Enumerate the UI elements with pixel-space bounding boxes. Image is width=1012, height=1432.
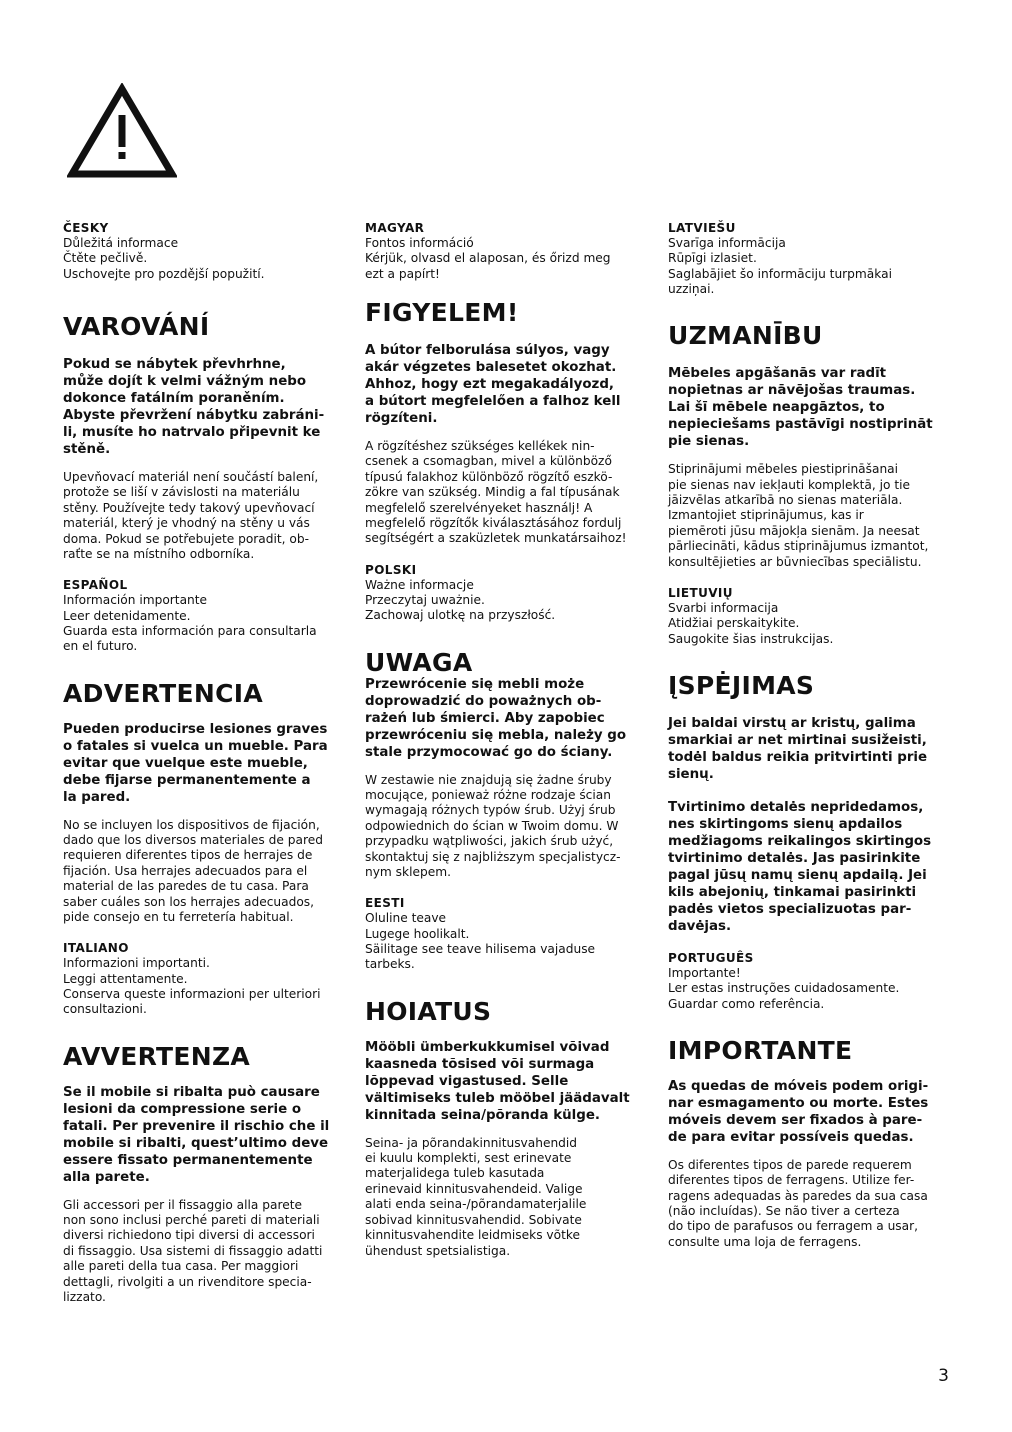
- text-line: stěně.: [63, 441, 111, 457]
- info-block: [63, 236, 351, 282]
- text-line: di fissaggio. Usa sistemi di fissaggio adatti: [63, 1243, 323, 1258]
- text-line: przewróceniu się mebla, należy go: [365, 727, 627, 743]
- info-line: tarbeks.: [365, 957, 415, 972]
- text-line: akár végzetes balesetet okozhat.: [365, 359, 617, 375]
- warning-text: [365, 1039, 653, 1124]
- info-line: Informazioni importanti.: [63, 956, 210, 971]
- warning-heading: AVVERTENZA: [63, 1041, 251, 1071]
- text-line: ühendust spetsialistiga.: [365, 1243, 511, 1258]
- text-line: nar esmagamento ou morte. Estes: [668, 1095, 929, 1111]
- info-line: Důležitá informace: [63, 236, 179, 250]
- text-line: dado que los diversos materiales de pared: [63, 832, 323, 847]
- body-text: [63, 818, 351, 926]
- warning-text: [668, 1078, 956, 1146]
- text-line: lõppevad vigastused. Selle: [365, 1073, 569, 1089]
- text-line: a bútort megfelelően a falhoz kell: [365, 393, 621, 409]
- info-line: Leggi attentamente.: [63, 971, 188, 986]
- warning-heading: ĮSPĖJIMAS: [668, 670, 815, 700]
- text-line: dokonce fatálním poraněním.: [63, 390, 285, 406]
- body-text: [365, 1136, 653, 1259]
- info-line: Fontos információ: [365, 236, 474, 250]
- text-line: zökre van szükség. Mindig a fal típusának: [365, 485, 620, 500]
- section-pl: [365, 563, 653, 881]
- text-line: la pared.: [63, 789, 131, 805]
- text-line: essere fissato permanentemente: [63, 1152, 313, 1168]
- info-line: Svarbi informacija: [668, 601, 779, 616]
- text-line: pagal jūsų namų sienų apdailą. Jei: [668, 867, 927, 883]
- section-it: [63, 941, 351, 1305]
- warning-text: [365, 676, 653, 761]
- text-line: kinnitusvahendite leidmiseks võtke: [365, 1228, 580, 1243]
- text-line: non sono inclusi perché pareti di materiali: [63, 1212, 320, 1227]
- text-line: diversi richiedono tipi diversi di accessori: [63, 1228, 315, 1243]
- section-pt: [668, 951, 956, 1250]
- info-line: Leer detenidamente.: [63, 608, 191, 623]
- text-line: do tipo de parafusos ou ferragem a usar,: [668, 1219, 919, 1234]
- text-line: davėjas.: [668, 918, 732, 934]
- text-line: dettagli, rivolgiti a un rivenditore specia-: [63, 1274, 312, 1289]
- column-1: [63, 221, 351, 1305]
- info-line: Ważne informacje: [365, 577, 474, 592]
- info-line: Conserva queste informazioni per ulteriori: [63, 986, 321, 1001]
- text-line: skontaktuj się z najbliższym specjalistycz-: [365, 849, 621, 864]
- text-line: consulte uma loja de ferragens.: [668, 1234, 862, 1249]
- text-line: odpowiednich do ścian w Twoim domu. W: [365, 818, 619, 833]
- text-line: nes skirtingoms sienų apdailos: [668, 816, 903, 832]
- text-line: piemēroti jūsu mājokļa sienām. Ja neesat: [668, 523, 920, 538]
- text-line: stěny. Používejte tedy takový upevňovací: [63, 500, 315, 515]
- warning-text: [365, 342, 653, 427]
- text-line: pie sienas.: [668, 434, 750, 450]
- text-line: wymagają różnych typów śrub. Użyj śrub: [365, 803, 616, 818]
- text-line: materjalidega tuleb kasutada: [365, 1166, 545, 1181]
- text-line: A bútor felborulása súlyos, vagy: [365, 342, 610, 358]
- text-line: debe fijarse permanentemente a: [63, 772, 311, 788]
- text-line: csenek a csomagban, mivel a különböző: [365, 454, 612, 469]
- text-line: Pueden producirse lesiones graves: [63, 721, 328, 737]
- body-text: [668, 1158, 956, 1250]
- text-line: Lai šī mēbele neapgāztos, to: [668, 400, 885, 416]
- warning-text: [668, 365, 956, 450]
- info-line: Guardar como referência.: [668, 996, 825, 1011]
- info-line: Rūpīgi izlasiet.: [668, 251, 757, 266]
- text-line: requieren diferentes tipos de herrajes de: [63, 848, 313, 863]
- body-text: [365, 439, 653, 547]
- text-line: alati enda seina-/põrandamaterjalile: [365, 1197, 587, 1212]
- warning-heading: HOIATUS: [365, 996, 492, 1026]
- text-line: alle pareti della tua casa. Per maggiori: [63, 1259, 299, 1274]
- language-label: ITALIANO: [63, 941, 129, 956]
- text-line: tvirtinimo detalės. Jas pasirinkite: [668, 850, 921, 866]
- info-line: Svarīga informācija: [668, 236, 786, 250]
- info-block: [365, 578, 653, 624]
- warning-text: [63, 356, 351, 458]
- text-line: Se il mobile si ribalta può causare: [63, 1084, 320, 1100]
- text-line: evitar que vuelque este mueble,: [63, 755, 308, 771]
- text-line: diferentes tipos de ferragens. Utilize fer-: [668, 1173, 915, 1188]
- text-line: ragens adequadas às paredes da sua casa: [668, 1188, 928, 1203]
- text-line: de para evitar possíveis quedas.: [668, 1129, 914, 1145]
- text-line: W zestawie nie znajdują się żadne śruby: [365, 772, 612, 787]
- text-line: Gli accessori per il fissaggio alla parete: [63, 1197, 302, 1212]
- language-label: ESPAÑOL: [63, 578, 128, 593]
- text-line: Mēbeles apgāšanās var radīt: [668, 366, 887, 382]
- info-line: Saugokite šias instrukcijas.: [668, 631, 834, 646]
- text-line: Os diferentes tipos de parede requerem: [668, 1157, 912, 1172]
- page-number: 3: [938, 1366, 949, 1386]
- body-text: [63, 470, 351, 562]
- info-line: Säilitage see teave hilisema vajaduse: [365, 942, 596, 957]
- text-line: A rögzítéshez szükséges kellékek nin-: [365, 438, 595, 453]
- text-line: pie sienas nav iekļauti komplektā, jo tie: [668, 477, 910, 492]
- section-et: [365, 896, 653, 1258]
- text-line: Tvirtinimo detalės nepridedamos,: [668, 799, 924, 815]
- text-line: vältimiseks tuleb mööbel jäädavalt: [365, 1090, 630, 1106]
- warning-text: [63, 1084, 351, 1186]
- warning-text: [668, 715, 956, 783]
- text-line: pide consejo en tu ferretería habitual.: [63, 909, 294, 924]
- text-line: Upevňovací materiál není součástí balení,: [63, 469, 319, 484]
- text-line: megfelelő szerelvényeket használj! A: [365, 500, 593, 515]
- info-block: [63, 956, 351, 1017]
- warning-text: [63, 721, 351, 806]
- text-line: nepieciešams pastāvīgi nostiprināt: [668, 417, 933, 433]
- text-line: doma. Pokud se potřebujete poradit, ob-: [63, 531, 310, 546]
- info-block: [668, 236, 956, 297]
- warning-heading: ADVERTENCIA: [63, 678, 264, 708]
- text-line: padės vietos specializuotas par-: [668, 901, 912, 917]
- info-line: Saglabājiet šo informāciju turpmākai: [668, 266, 892, 281]
- body-text: [668, 462, 956, 570]
- text-line: sienų.: [668, 766, 714, 782]
- info-line: consultazioni.: [63, 1002, 147, 1017]
- text-line: kaasneda tõsised või surmaga: [365, 1056, 595, 1072]
- body-text: [365, 773, 653, 881]
- text-line: saber cuáles son los herrajes adecuados,: [63, 894, 315, 909]
- text-line: kils abejonių, tinkamai pasirinkti: [668, 884, 917, 900]
- text-line: o fatales si vuelca un mueble. Para: [63, 738, 328, 754]
- text-line: Abyste převržení nábytku zabráni-: [63, 407, 325, 423]
- text-line: lizzato.: [63, 1289, 106, 1304]
- section-lt: [668, 586, 956, 935]
- text-line: ei kuulu komplekti, sest erinevate: [365, 1151, 572, 1166]
- text-line: materiál, který je vhodný na stěny u vás: [63, 516, 310, 531]
- warning-text-2: [668, 799, 956, 935]
- column-2: [365, 221, 653, 1259]
- text-line: li, musíte ho natrvalo připevnit ke: [63, 424, 321, 440]
- info-line: Čtěte pečlivě.: [63, 251, 148, 266]
- warning-heading: UWAGA: [365, 647, 473, 677]
- text-line: může dojít k velmi vážným nebo: [63, 373, 307, 389]
- text-line: pārliecināti, kādus stiprinājumus izmantot,: [668, 539, 929, 554]
- text-line: przypadku wątpliwości, jakich śrub użyć,: [365, 834, 614, 849]
- text-line: nym sklepem.: [365, 865, 451, 880]
- warning-triangle-icon: [67, 83, 177, 179]
- text-line: kinnitada seina/põranda külge.: [365, 1107, 600, 1123]
- info-line: Kérjük, olvasd el alaposan, és őrizd meg: [365, 251, 611, 266]
- text-line: No se incluyen los dispositivos de fijación,: [63, 817, 320, 832]
- text-line: Ahhoz, hogy ezt megakadályozd,: [365, 376, 615, 392]
- text-line: Izmantojiet stiprinājumus, kas ir: [668, 508, 864, 523]
- language-label: ČESKY: [63, 221, 109, 235]
- info-line: Uschovejte pro pozdější popužití.: [63, 266, 265, 281]
- info-line: uzziņai.: [668, 281, 715, 296]
- info-block: [668, 601, 956, 647]
- language-label: EESTI: [365, 896, 405, 911]
- text-line: mocujące, ponieważ różne rodzaje ścian: [365, 788, 611, 803]
- info-line: en el futuro.: [63, 639, 138, 654]
- text-line: protože se liší v závislosti na materiálu: [63, 485, 300, 500]
- info-line: Guarda esta información para consultarla: [63, 623, 317, 638]
- text-line: lesioni da compressione serie o: [63, 1101, 302, 1117]
- text-line: nopietnas ar nāvējošas traumas.: [668, 383, 916, 399]
- text-line: Seina- ja põrandakinnitusvahendid: [365, 1135, 578, 1150]
- text-line: Mööbli ümberkukkumisel võivad: [365, 1039, 610, 1055]
- info-line: Przeczytaj uważnie.: [365, 593, 485, 608]
- text-line: Stiprinājumi mēbeles piestiprināšanai: [668, 462, 899, 477]
- text-line: típusú falakhoz különböző rögzítő eszkö-: [365, 469, 613, 484]
- text-line: jāizvēlas atkarībā no sienas materiāla.: [668, 493, 903, 507]
- text-line: fijación. Usa herrajes adecuados para el: [63, 863, 308, 878]
- text-line: konsultējieties ar būvniecības speciālistu.: [668, 554, 922, 569]
- warning-heading: UZMANĪBU: [668, 321, 823, 351]
- text-line: (não incluídas). Se não tiver a certeza: [668, 1204, 900, 1219]
- text-line: móveis devem ser fixados à pare-: [668, 1112, 923, 1128]
- text-line: medžiagoms reikalingos skirtingos: [668, 833, 932, 849]
- text-line: rażeń lub śmierci. Aby zapobiec: [365, 710, 605, 726]
- warning-heading: FIGYELEM!: [365, 297, 519, 327]
- info-line: Importante!: [668, 965, 741, 980]
- language-label: LATVIEŠU: [668, 221, 736, 235]
- info-block: [365, 236, 653, 282]
- warning-heading: VAROVÁNÍ: [63, 311, 210, 341]
- section-es: [63, 578, 351, 925]
- language-label: PORTUGUÊS: [668, 950, 754, 965]
- text-line: Przewrócenie się mebli może: [365, 676, 585, 692]
- text-line: fatali. Per prevenire il rischio che il: [63, 1118, 330, 1134]
- text-line: alla parete.: [63, 1169, 150, 1185]
- text-line: Jei baldai virstų ar kristų, galima: [668, 715, 916, 731]
- text-line: As quedas de móveis podem origi-: [668, 1078, 929, 1094]
- info-block: [668, 966, 956, 1012]
- language-label: LIETUVIŲ: [668, 586, 733, 601]
- info-line: ezt a papírt!: [365, 266, 440, 281]
- info-block: [63, 593, 351, 654]
- language-label: POLSKI: [365, 562, 417, 577]
- body-text: [63, 1198, 351, 1306]
- text-line: megfelelő rögzítők kiválasztásához fordulj: [365, 515, 622, 530]
- section-hu: [365, 221, 653, 547]
- info-line: Información importante: [63, 593, 208, 608]
- text-line: mobile si ribalti, quest’ultimo deve: [63, 1135, 329, 1151]
- text-line: rögzíteni.: [365, 410, 438, 426]
- text-line: smarkiai ar net mirtinai susižeisti,: [668, 732, 927, 748]
- section-lv: [668, 221, 956, 570]
- info-line: Atidžiai perskaitykite.: [668, 616, 800, 631]
- info-line: Oluline teave: [365, 911, 447, 926]
- info-block: [365, 911, 653, 972]
- text-line: raťte se na místního odborníka.: [63, 546, 255, 561]
- info-line: Zachowaj ulotkę na przyszłość.: [365, 608, 556, 623]
- text-line: sobivad kinnitusvahendid. Sobivate: [365, 1212, 582, 1227]
- text-line: segítségért a szaküzletek munkatársaihoz!: [365, 531, 627, 546]
- info-line: Lugege hoolikalt.: [365, 926, 470, 941]
- column-3: [668, 221, 956, 1250]
- text-line: stale przymocować go do ściany.: [365, 744, 613, 760]
- text-line: doprowadzić do poważnych ob-: [365, 693, 602, 709]
- warning-heading: IMPORTANTE: [668, 1035, 853, 1065]
- section-cs: [63, 221, 351, 562]
- text-line: material de las paredes de tu casa. Para: [63, 879, 309, 894]
- info-line: Ler estas instruções cuidadosamente.: [668, 981, 900, 996]
- text-line: erinevaid kinnitusvahendeid. Valige: [365, 1181, 583, 1196]
- text-line: Pokud se nábytek převhrhne,: [63, 356, 286, 372]
- language-label: MAGYAR: [365, 221, 425, 235]
- text-line: todėl baldus reikia pritvirtinti prie: [668, 749, 928, 765]
